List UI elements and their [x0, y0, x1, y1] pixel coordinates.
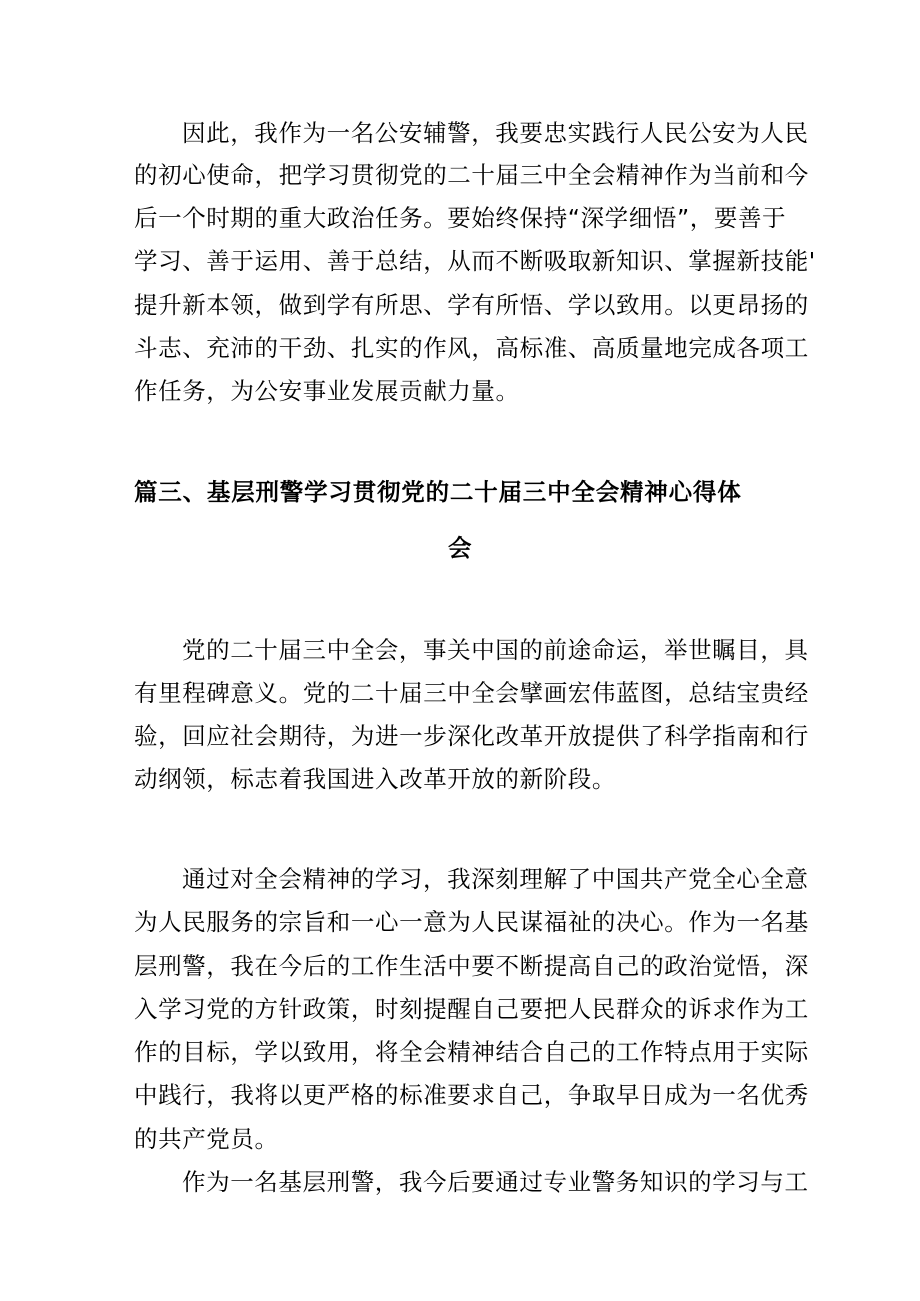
paragraph-3-line-1: 通过对全会精神的学习，我深刻理解了中国共产党全心全意: [182, 865, 809, 893]
paragraph-2-line-2: 有里程碑意义。党的二十届三中全会擘画宏伟蓝图，总结宝贵经: [134, 679, 809, 707]
section-heading-line-2: 会: [448, 534, 473, 562]
paragraph-3-line-6: 中践行，我将以更严格的标准要求自己，争取早日成为一名优秀: [134, 1081, 809, 1109]
paragraph-4-line-1: 作为一名基层刑警，我今后要通过专业警务知识的学习与工: [182, 1168, 809, 1196]
paragraph-3-line-7: 的共产党员。: [134, 1125, 279, 1153]
paragraph-3-line-4: 入学习党的方针政策，时刻提醒自己要把人民群众的诉求作为工: [134, 995, 809, 1023]
paragraph-1-line-5: 提升新本领，做到学有所思、学有所悟、学以致用。以更昂扬的: [134, 291, 809, 319]
paragraph-2-line-4: 动纲领，标志着我国进入改革开放的新阶段。: [134, 765, 616, 793]
paragraph-2-line-3: 验，回应社会期待，为进一步深化改革开放提供了科学指南和行: [134, 722, 809, 750]
paragraph-1-line-6: 斗志、充沛的干劲、扎实的作风，高标准、高质量地完成各项工: [134, 334, 809, 362]
paragraph-1-line-2: 的初心使命，把学习贯彻党的二十届三中全会精神作为当前和今: [134, 161, 809, 189]
paragraph-1-line-4: 学习、善于运用、善于总结，从而不断吸取新知识、掌握新技能': [134, 247, 816, 275]
paragraph-1-line-3: 后一个时期的重大政治任务。要始终保持“深学细悟”，要善于: [134, 204, 787, 232]
paragraph-3-line-3: 层刑警，我在今后的工作生活中要不断提高自己的政治觉悟，深: [134, 952, 809, 980]
paragraph-1-line-7: 作任务，为公安事业发展贡献力量。: [134, 377, 520, 405]
paragraph-1-line-1: 因此，我作为一名公安辅警，我要忠实践行人民公安为人民: [182, 119, 809, 147]
section-heading-line-1: 篇三、基层刑警学习贯彻党的二十届三中全会精神心得体: [134, 478, 742, 506]
paragraph-3-line-5: 作的目标，学以致用，将全会精神结合自己的工作特点用于实际: [134, 1038, 809, 1066]
paragraph-2-line-1: 党的二十届三中全会，事关中国的前途命运，举世瞩目，具: [182, 636, 809, 664]
paragraph-3-line-2: 为人民服务的宗旨和一心一意为人民谋福祉的决心。作为一名基: [134, 908, 809, 936]
